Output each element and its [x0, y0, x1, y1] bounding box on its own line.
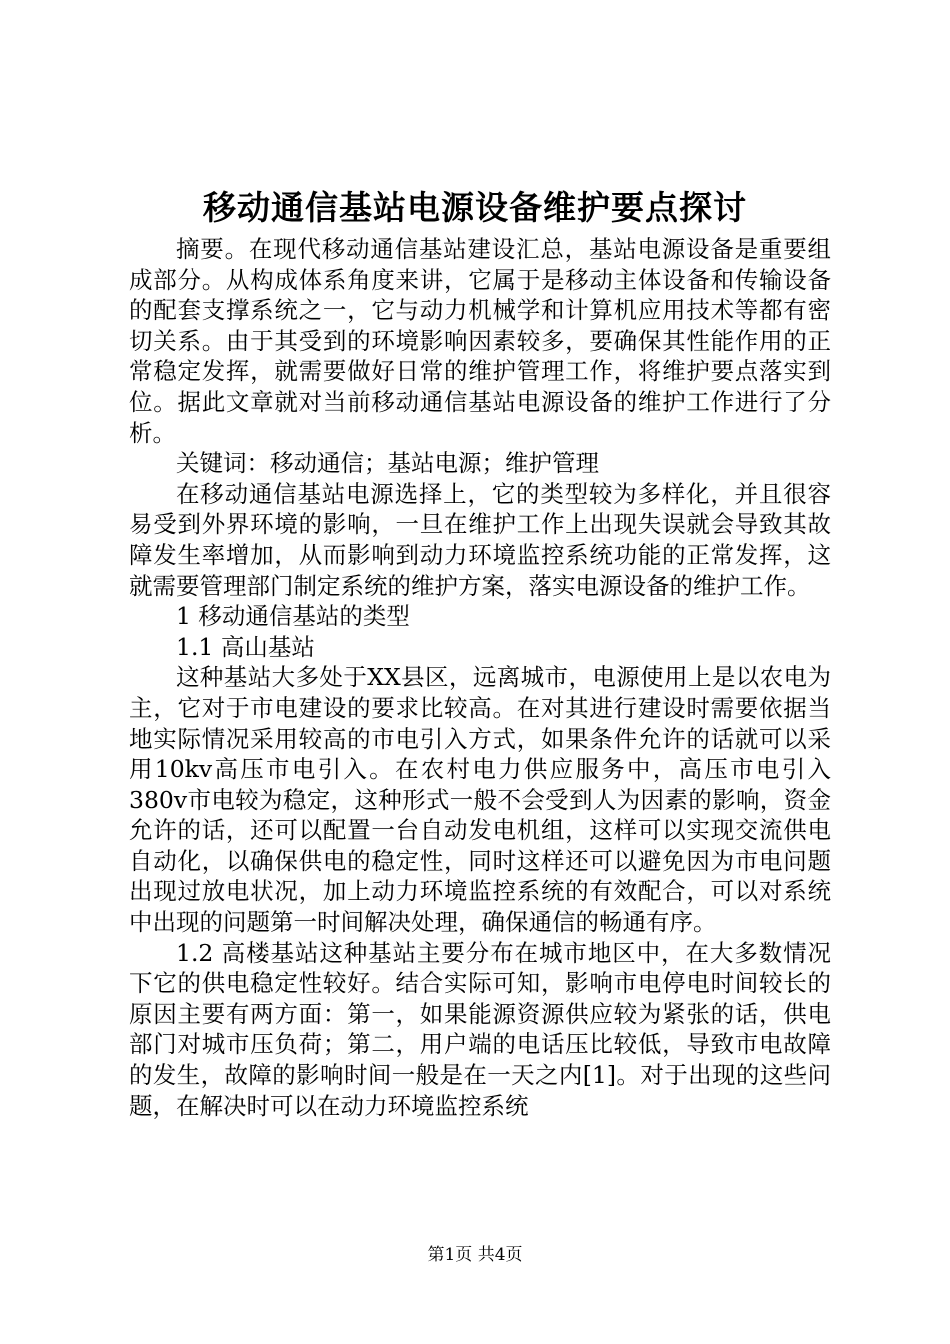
page-footer: 第1页 共4页: [427, 1245, 523, 1265]
section-heading: 1 移动通信基站的类型: [176, 602, 410, 631]
intro-paragraph: 在移动通信基站电源选择上，它的类型较为多样化，并且很容易受到外界环境的影响，一旦在维护工作上出现失误就会导致其故障发生率增加，从而影响到动力环境监控系统功能的正常发挥，这就需要管理部门制定系统的维护方案，落实电源设备的维护工作。: [129, 479, 831, 600]
subsection-heading: 1.1 高山基站: [176, 632, 315, 661]
keywords-paragraph: 关键词：移动通信；基站电源；维护管理: [176, 449, 599, 478]
abstract-paragraph: 摘要。在现代移动通信基站建设汇总，基站电源设备是重要组成部分。从构成体系角度来讲，它属于是移动主体设备和传输设备的配套支撑系统之一，它与动力机械学和计算机应用技术等都有密切关系。由于其受到的环境影响因素较多，要确保其性能作用的正常稳定发挥，就需要做好日常的维护管理工作，将维护要点落实到位。据此文章就对当前移动通信基站电源设备的维护工作进行了分析。: [129, 235, 831, 447]
document-title: 移动通信基站电源设备维护要点探讨: [203, 188, 747, 227]
document-body: [129, 234, 831, 1121]
body-paragraph: 1.2 高楼基站这种基站主要分布在城市地区中，在大多数情况下它的供电稳定性较好。结合实际可知，影响市电停电时间较长的原因主要有两方面：第一，如果能源资源供应较为紧张的话，供电部门对城市压负荷；第二，用户端的电话压比较低，导致市电故障的发生，故障的影响时间一般是在一天之内[1]。对于出现的这些问题，在解决时可以在动力环境监控系统: [129, 938, 831, 1120]
body-paragraph: 这种基站大多处于XX县区，远离城市，电源使用上是以农电为主，它对于市电建设的要求比较高。在对其进行建设时需要依据当地实际情况采用较高的市电引入方式，如果条件允许的话就可以采用10kv高压市电引入。在农村电力供应服务中，高压市电引入380v市电较为稳定，这种形式一般不会受到人为因素的影响，资金允许的话，还可以配置一台自动发电机组，这样可以实现交流供电自动化，以确保供电的稳定性，同时这样还可以避免因为市电问题出现过放电状况，加上动力环境监控系统的有效配合，可以对系统中出现的问题第一时间解决处理，确保通信的畅通有序。: [129, 663, 831, 937]
